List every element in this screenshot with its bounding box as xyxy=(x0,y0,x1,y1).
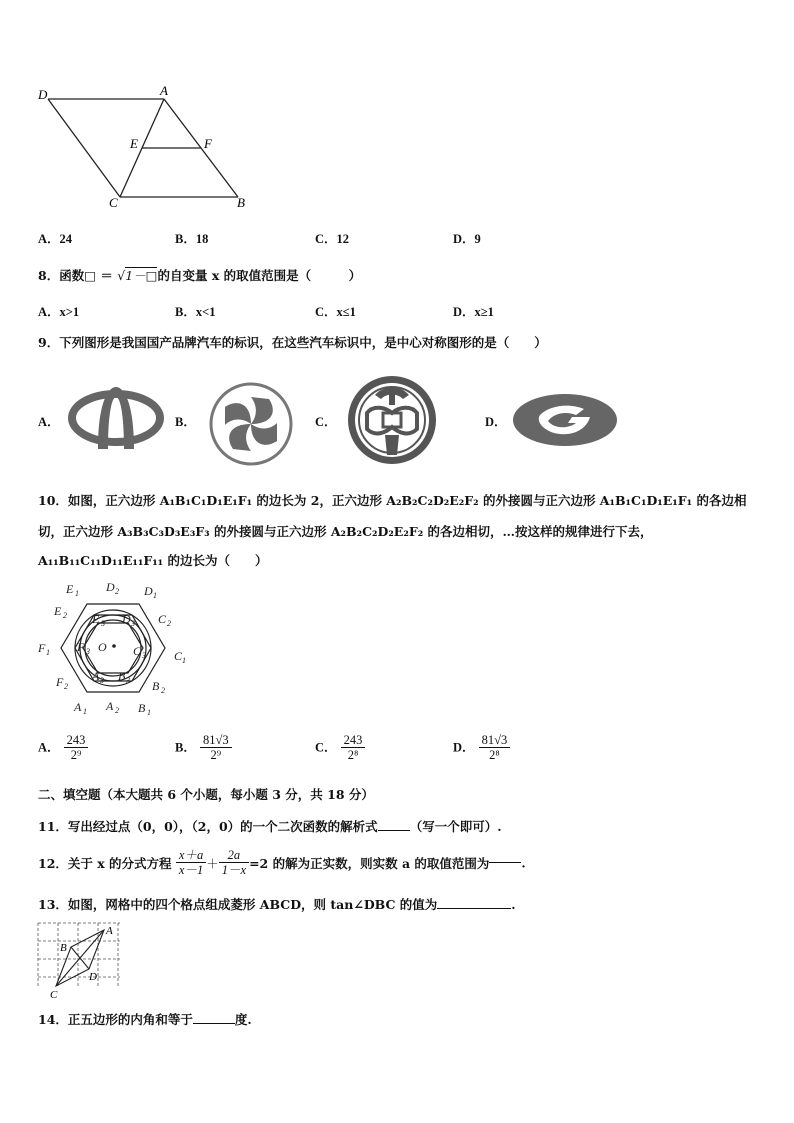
q7-option-a[interactable]: A．24 xyxy=(38,232,73,246)
svg-text:F: F xyxy=(38,641,46,655)
q11-answer-blank[interactable] xyxy=(378,830,410,831)
svg-text:2: 2 xyxy=(63,611,67,620)
q14-answer-blank[interactable] xyxy=(193,1023,235,1024)
grid-rhombus-figure xyxy=(36,920,124,1002)
svg-text:2: 2 xyxy=(115,706,119,715)
svg-text:2: 2 xyxy=(115,587,119,596)
car-logo-c-icon xyxy=(345,373,439,467)
q10-option-b[interactable]: B． $\frac{81√3}{\text{2⁹}}$ xyxy=(175,733,232,763)
svg-text:D: D xyxy=(106,580,115,594)
q9-stem: 9．下列图形是我国国产品牌汽车的标识，在这些汽车标识中，是中心对称图形的是（ ） xyxy=(38,335,547,350)
q8-option-a[interactable]: A．x>1 xyxy=(38,305,80,319)
svg-text:D: D xyxy=(122,612,131,626)
parallelogram-figure xyxy=(34,82,254,214)
q10-stem-line3: A₁₁B₁₁C₁₁D₁₁E₁₁F₁₁ 的边长为（ ） xyxy=(38,553,268,568)
q10-stem-line2: 切，正六边形 A₃B₃C₃D₃E₃F₃ 的外接圆与正六边形 A₂B₂C₂D₂E₂F₂ 的各边相切，…按这样的规律进行下去， xyxy=(38,524,653,539)
q8-option-d[interactable]: D．x≥1 xyxy=(453,305,494,319)
svg-text:1: 1 xyxy=(75,589,79,598)
car-logo-b-icon xyxy=(207,381,295,467)
q7-option-d[interactable]: D．9 xyxy=(453,232,481,246)
q9-option-a[interactable]: A． xyxy=(38,415,60,429)
svg-text:O: O xyxy=(98,640,107,654)
q12-stem: 12．关于 x 的分式方程 $\frac{x+a}{x-1}$ ＋ $\frac{2a}{1-x}$ =2 的解为正实数，则实数 a 的取值范围为 . xyxy=(38,848,526,878)
svg-text:3: 3 xyxy=(100,676,104,685)
svg-text:3: 3 xyxy=(101,619,105,628)
svg-text:B: B xyxy=(118,669,126,683)
svg-text:3: 3 xyxy=(131,619,135,628)
svg-text:E: E xyxy=(54,604,62,618)
label-F: F xyxy=(204,136,212,151)
q11-stem: 11．写出经过点（0，0），（2，0）的一个二次函数的解析式 （写一个即可）. xyxy=(38,819,502,834)
q9-option-b[interactable]: B． xyxy=(175,415,196,429)
svg-text:2: 2 xyxy=(167,619,171,628)
q10-option-c[interactable]: C． $\frac{243}{\text{2⁸}}$ xyxy=(315,733,365,763)
q13-answer-blank[interactable] xyxy=(437,908,511,909)
svg-text:C: C xyxy=(133,644,142,658)
q8-stem: 8．函数□ ＝ √1－□的自变量 x 的取值范围是（ ） xyxy=(38,268,362,283)
svg-text:D: D xyxy=(144,584,153,598)
q10-option-a[interactable]: A． $\frac{243}{\text{2⁹}}$ xyxy=(38,733,88,763)
svg-text:E: E xyxy=(92,612,100,626)
svg-text:C: C xyxy=(158,612,167,626)
q8-option-b[interactable]: B．x<1 xyxy=(175,305,216,319)
q12-answer-blank[interactable] xyxy=(489,862,521,863)
svg-text:C: C xyxy=(50,989,58,1001)
svg-text:3: 3 xyxy=(126,676,130,685)
q10-stem-line1: 10．如图，正六边形 A₁B₁C₁D₁E₁F₁ 的边长为 2，正六边形 A₂B₂C₂D₂E₂F₂ 的外接圆与正六边形 A₁B₁C₁D₁E₁F₁ 的各边相 xyxy=(38,493,747,508)
nested-hexagons-figure xyxy=(36,576,186,718)
sqrt-icon: √ xyxy=(117,268,126,283)
q14-stem: 14．正五边形的内角和等于 度. xyxy=(38,1012,252,1027)
svg-text:3: 3 xyxy=(142,651,146,660)
q8-option-c[interactable]: C．x≤1 xyxy=(315,305,356,319)
q10-option-d[interactable]: D． $\frac{81√3}{\text{2⁸}}$ xyxy=(453,733,510,763)
car-logo-a-icon xyxy=(68,383,164,453)
q7-option-b[interactable]: B．18 xyxy=(175,232,209,246)
label-A: A xyxy=(160,83,168,98)
svg-text:D: D xyxy=(89,971,97,983)
q9-option-d[interactable]: D． xyxy=(485,415,507,429)
svg-text:2: 2 xyxy=(161,686,165,695)
svg-text:1: 1 xyxy=(83,707,87,716)
svg-text:F: F xyxy=(56,675,64,689)
label-C: C xyxy=(109,195,118,210)
svg-text:A: A xyxy=(106,699,114,713)
svg-text:A: A xyxy=(106,925,113,937)
section-heading: 二、填空题（本大题共 6 个小题，每小题 3 分，共 18 分） xyxy=(38,787,374,802)
svg-text:2: 2 xyxy=(64,682,68,691)
svg-text:E: E xyxy=(66,582,74,596)
q7-option-c[interactable]: C．12 xyxy=(315,232,350,246)
label-E: E xyxy=(130,136,138,151)
svg-text:F: F xyxy=(77,640,85,654)
svg-text:A: A xyxy=(74,700,82,714)
svg-text:B: B xyxy=(60,942,67,954)
svg-text:1: 1 xyxy=(147,708,151,717)
q9-option-c[interactable]: C． xyxy=(315,415,337,429)
svg-text:B: B xyxy=(152,679,160,693)
car-logo-d-icon xyxy=(510,391,620,449)
q13-stem: 13．如图，网格中的四个格点组成菱形 ABCD，则 tan∠DBC 的值为 . xyxy=(38,897,516,912)
label-B: B xyxy=(237,195,245,210)
svg-text:3: 3 xyxy=(86,647,90,656)
svg-text:B: B xyxy=(138,701,146,715)
label-D: D xyxy=(38,87,48,102)
svg-text:A: A xyxy=(92,669,100,683)
svg-text:1: 1 xyxy=(182,656,186,665)
svg-text:C: C xyxy=(174,649,183,663)
svg-text:1: 1 xyxy=(153,591,157,600)
svg-text:1: 1 xyxy=(46,648,50,657)
